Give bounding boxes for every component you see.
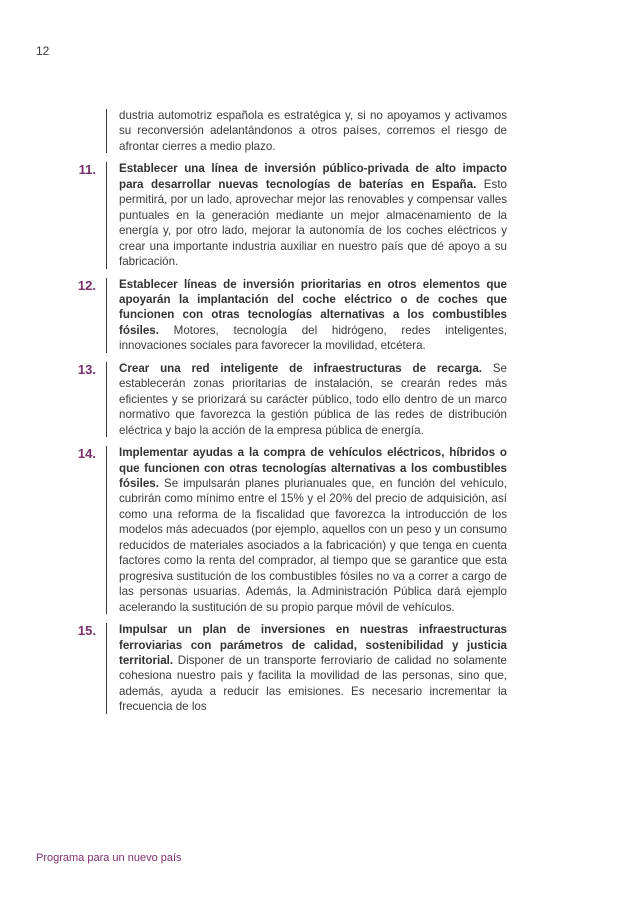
- item-number: [52, 108, 106, 154]
- vertical-rule: [106, 362, 107, 437]
- list-item-12: [52, 277, 507, 354]
- list-item-continuation: [52, 108, 507, 154]
- item-body: Esto permitirá, por un lado, aprovechar mejor las renovables y compensar valles puntuales en la generación mediante un mejor almacenamiento de la energía y, por otro lado, mejorar la autonomía de los coches eléctricos y crear una importante industria auxiliar en nuestro país que dé apoyo a su fabricación.: [119, 177, 507, 269]
- list-item-11: [52, 161, 507, 269]
- item-heading: Impulsar un plan de inversiones en nuestras infraestructuras ferroviarias con parámetros de calidad, sostenibilidad y justicia territorial.: [119, 623, 507, 667]
- list-item-15: [52, 622, 507, 715]
- item-number: 12.: [77, 277, 96, 293]
- item-text: [119, 622, 507, 715]
- item-heading: Crear una red inteligente de infraestructuras de recarga.: [119, 361, 483, 375]
- list-item-14: [52, 445, 507, 615]
- item-heading: Implementar ayudas a la compra de vehículos eléctricos, híbridos o que funcionen con otras tecnologías alternativas a los combustibles fósiles.: [119, 446, 507, 490]
- item-body: dustria automotriz española es estratégica y, si no apoyamos y activamos su reconversión adelantándonos a otros países, corremos el riesgo de afrontar cierres a medio plazo.: [119, 109, 507, 153]
- item-heading: Establecer líneas de inversión prioritarias en otros elementos que apoyarán la implantación del coche eléctrico o de coches que funcionen con otras tecnologías alternativas a los combustibles fósiles.: [119, 277, 507, 337]
- item-text: [119, 108, 507, 154]
- item-text: [119, 445, 507, 615]
- footer-title: Programa para un nuevo país: [36, 852, 182, 864]
- page-number: 12: [36, 44, 50, 58]
- item-text: [119, 277, 507, 354]
- vertical-rule: [106, 278, 107, 353]
- item-number: 13.: [77, 361, 96, 377]
- vertical-rule: [106, 162, 107, 268]
- item-body: Se impulsarán planes plurianuales que, en función del vehículo, cubrirán como mínimo entre el 15% y el 20% del precio de adquisición, así como una reforma de la fiscalidad que favorezca la introducción de los modelos más adecuados (por ejemplo, aquellos con un peso y un consumo reducidos de materiales asociados a la fabricación) y que tenga en cuenta factores como la renta del comprador, al tiempo que se garantice que esta progresiva sustitución de los combustibles fósiles no va a correr a cargo de las personas usuarias. Además, la Administración Pública dará ejemplo acelerando la sustitución de su propio parque móvil de vehículos.: [119, 476, 507, 614]
- list-item-13: [52, 361, 507, 438]
- item-body: Disponer de un transporte ferroviario de calidad no solamente cohesiona nuestro país y facilita la movilidad de las personas, sino que, además, ayuda a reducir las emisiones. Es necesario incrementar la frecuencia de los: [119, 653, 507, 714]
- item-body: Se establecerán zonas prioritarias de instalación, se crearán redes más eficientes y se priorizará su carácter público, todo ello dentro de un marco normativo que favorezca la gestión pública de las redes de distribución eléctrica y bajo la acción de la empresa pública de energía.: [119, 361, 508, 437]
- document-body: [52, 108, 507, 722]
- item-number: 11.: [78, 162, 96, 178]
- item-text: [119, 161, 507, 269]
- item-number: 14.: [77, 446, 96, 462]
- item-body: Motores, tecnología del hidrógeno, redes inteligentes, innovaciones sociales para favorecer la movilidad, etcétera.: [119, 323, 507, 353]
- item-heading: Establecer una línea de inversión público-privada de alto impacto para desarrollar nuevas tecnologías de baterías en España.: [119, 162, 507, 191]
- item-number: 15.: [77, 623, 96, 639]
- vertical-rule: [106, 623, 107, 714]
- item-text: [119, 361, 507, 438]
- vertical-rule: [106, 446, 107, 614]
- vertical-rule: [106, 109, 107, 153]
